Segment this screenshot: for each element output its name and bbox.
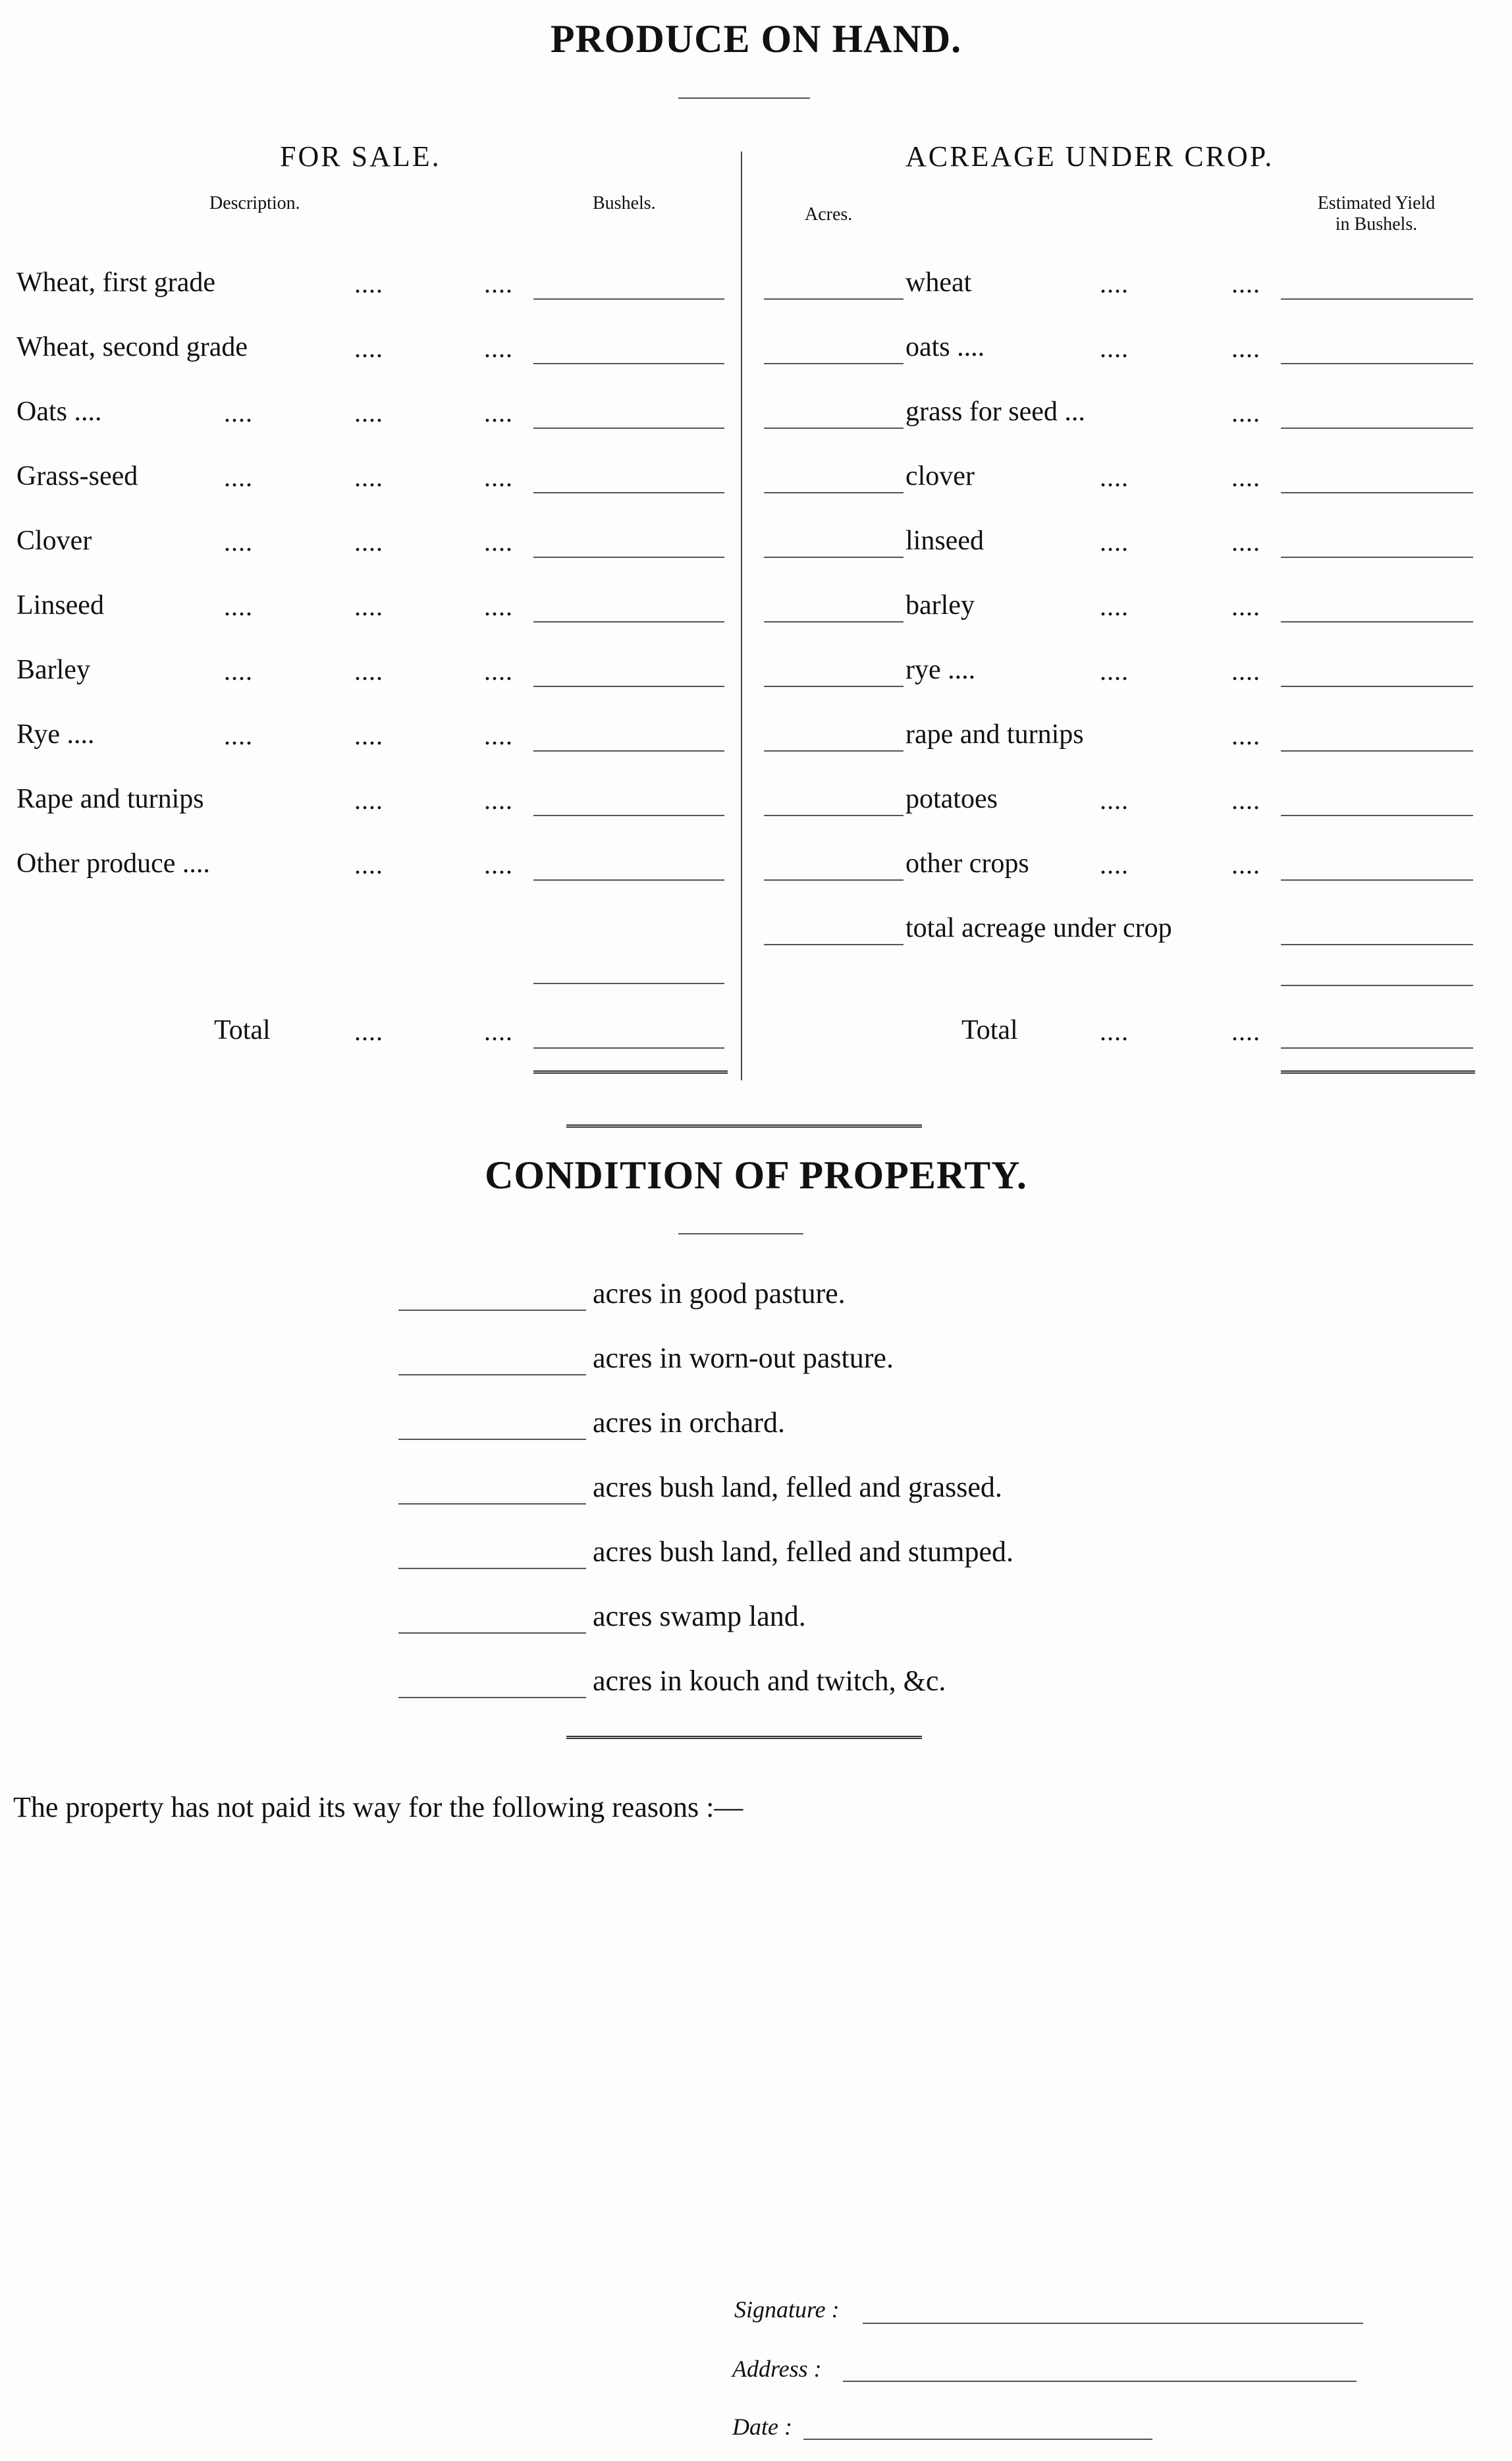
bushels-field[interactable]	[533, 428, 724, 429]
dots: ....	[354, 398, 383, 428]
dots: ....	[484, 269, 513, 298]
yield-field[interactable]	[1281, 944, 1473, 945]
for-sale-total-field[interactable]	[533, 1047, 724, 1049]
section-separator-2	[566, 1736, 922, 1739]
condition-item-label: acres swamp land.	[593, 1600, 806, 1632]
section-separator	[566, 1124, 922, 1128]
for-sale-item-label: Linseed	[16, 590, 104, 621]
acreage-item-label: grass for seed ...	[905, 397, 1085, 427]
dots: ....	[1231, 721, 1260, 750]
dots: ....	[354, 269, 383, 298]
condition-acres-field[interactable]	[398, 1503, 586, 1505]
dots: ....	[1100, 785, 1129, 815]
dots: ....	[354, 850, 383, 879]
dots: ....	[1231, 656, 1260, 686]
condition-item-label: acres bush land, felled and grassed.	[593, 1471, 1002, 1503]
acres-field[interactable]	[764, 815, 904, 816]
yield-field[interactable]	[1281, 298, 1473, 300]
address-label: Address :	[732, 2356, 822, 2382]
dots: ....	[484, 656, 513, 686]
dots: ....	[224, 721, 253, 750]
dots: ....	[354, 656, 383, 686]
acres-field[interactable]	[764, 879, 904, 881]
acres-field[interactable]	[764, 686, 904, 687]
acreage-total-field[interactable]	[1281, 1047, 1473, 1049]
for-sale-heading: FOR SALE.	[280, 140, 441, 173]
dots: ....	[1100, 333, 1129, 363]
bushels-field[interactable]	[533, 298, 724, 300]
reasons-area[interactable]	[13, 1838, 1462, 2233]
condition-item-label: acres in worn-out pasture.	[593, 1342, 894, 1374]
condition-item-label: acres in good pasture.	[593, 1277, 846, 1310]
acreage-total-double-rule	[1281, 1070, 1475, 1074]
dots: ....	[484, 721, 513, 750]
dots: ....	[224, 462, 253, 492]
acres-field[interactable]	[764, 363, 904, 364]
description-col-header: Description.	[209, 193, 300, 213]
acres-field[interactable]	[764, 944, 904, 945]
acreage-item-label: potatoes	[905, 784, 998, 814]
dots: ....	[484, 1016, 513, 1046]
dots: ....	[484, 527, 513, 557]
dots: ....	[1231, 398, 1260, 428]
for-sale-item-label: Grass-seed	[16, 461, 138, 491]
acreage-item-label: total acreage under crop	[905, 913, 1172, 943]
yield-field[interactable]	[1281, 621, 1473, 622]
condition-item-label: acres in orchard.	[593, 1406, 785, 1439]
yield-field[interactable]	[1281, 428, 1473, 429]
dots: ....	[354, 721, 383, 750]
condition-acres-field[interactable]	[398, 1568, 586, 1569]
acres-field[interactable]	[764, 621, 904, 622]
bushels-field[interactable]	[533, 879, 724, 881]
acres-field[interactable]	[764, 750, 904, 752]
yield-col-header-line2: in Bushels.	[1335, 214, 1418, 235]
dots: ....	[354, 785, 383, 815]
acreage-heading: ACREAGE UNDER CROP.	[905, 140, 1274, 173]
yield-field[interactable]	[1281, 815, 1473, 816]
bushels-field[interactable]	[533, 363, 724, 364]
dots: ....	[354, 592, 383, 621]
dots: ....	[354, 333, 383, 363]
dots: ....	[484, 850, 513, 879]
dots: ....	[1231, 269, 1260, 298]
acreage-item-label: rye ....	[905, 655, 976, 685]
acres-col-header: Acres.	[805, 204, 853, 225]
dots: ....	[224, 656, 253, 686]
for-sale-item-label: Barley	[16, 655, 90, 685]
dots: ....	[484, 785, 513, 815]
bushels-field[interactable]	[533, 686, 724, 687]
yield-field[interactable]	[1281, 750, 1473, 752]
dots: ....	[484, 592, 513, 621]
condition-acres-field[interactable]	[398, 1310, 586, 1311]
acreage-item-label: wheat	[905, 267, 972, 298]
dots: ....	[484, 398, 513, 428]
dots: ....	[1231, 462, 1260, 492]
condition-item-label: acres in kouch and twitch, &c.	[593, 1665, 946, 1697]
for-sale-total-double-rule	[533, 1070, 728, 1074]
acreage-item-label: other crops	[905, 848, 1029, 879]
dots: ....	[484, 462, 513, 492]
title-underline	[678, 97, 810, 99]
dots: ....	[1100, 850, 1129, 879]
dots: ....	[1231, 333, 1260, 363]
yield-field[interactable]	[1281, 363, 1473, 364]
dots: ....	[1231, 592, 1260, 621]
dots: ....	[1100, 592, 1129, 621]
yield-col-header	[1278, 193, 1475, 235]
dots: ....	[1231, 850, 1260, 879]
yield-field[interactable]	[1281, 492, 1473, 493]
acreage-item-label: barley	[905, 590, 975, 621]
for-sale-total-label: Total	[214, 1015, 271, 1045]
for-sale-item-label: Other produce ....	[16, 848, 210, 879]
condition-item-label: acres bush land, felled and stumped.	[593, 1535, 1014, 1568]
address-field[interactable]	[843, 2381, 1357, 2382]
signature-field[interactable]	[863, 2323, 1363, 2324]
bushels-field[interactable]	[533, 621, 724, 622]
condition-acres-field[interactable]	[398, 1374, 586, 1375]
for-sale-item-label: Oats ....	[16, 397, 102, 427]
yield-col-header-line1: Estimated Yield	[1317, 193, 1436, 213]
condition-acres-field[interactable]	[398, 1697, 586, 1698]
acres-field[interactable]	[764, 428, 904, 429]
dots: ....	[224, 527, 253, 557]
bushels-field[interactable]	[533, 815, 724, 816]
yield-field[interactable]	[1281, 557, 1473, 558]
dots: ....	[354, 1016, 383, 1046]
bushels-field[interactable]	[533, 492, 724, 493]
dots: ....	[1231, 1016, 1260, 1046]
date-field[interactable]	[803, 2439, 1152, 2440]
reasons-statement: The property has not paid its way for the following reasons :—	[13, 1791, 743, 1823]
bushels-col-header: Bushels.	[593, 193, 656, 213]
acreage-total-label: Total	[961, 1015, 1018, 1045]
acres-field[interactable]	[764, 557, 904, 558]
page-title: PRODUCE ON HAND.	[550, 17, 962, 61]
acreage-subtotal-line[interactable]	[1281, 985, 1473, 986]
condition-acres-field[interactable]	[398, 1439, 586, 1440]
dots: ....	[224, 398, 253, 428]
dots: ....	[1100, 656, 1129, 686]
bushels-field[interactable]	[533, 750, 724, 752]
yield-field[interactable]	[1281, 686, 1473, 687]
for-sale-item-label: Wheat, first grade	[16, 267, 216, 298]
acreage-item-label: clover	[905, 461, 975, 491]
dots: ....	[1100, 462, 1129, 492]
column-divider	[741, 152, 742, 1080]
yield-field[interactable]	[1281, 879, 1473, 881]
acreage-item-label: rape and turnips	[905, 719, 1084, 750]
dots: ....	[1100, 527, 1129, 557]
signature-label: Signature :	[734, 2296, 840, 2323]
acres-field[interactable]	[764, 492, 904, 493]
for-sale-subtotal-line[interactable]	[533, 983, 724, 984]
dots: ....	[484, 333, 513, 363]
condition-title: CONDITION OF PROPERTY.	[485, 1153, 1027, 1197]
date-label: Date :	[732, 2414, 792, 2440]
dots: ....	[1231, 785, 1260, 815]
dots: ....	[224, 592, 253, 621]
for-sale-item-label: Clover	[16, 526, 92, 556]
bushels-field[interactable]	[533, 557, 724, 558]
acres-field[interactable]	[764, 298, 904, 300]
dots: ....	[354, 462, 383, 492]
dots: ....	[1100, 1016, 1129, 1046]
dots: ....	[354, 527, 383, 557]
for-sale-item-label: Rape and turnips	[16, 784, 204, 814]
dots: ....	[1100, 269, 1129, 298]
for-sale-item-label: Wheat, second grade	[16, 332, 248, 362]
condition-title-underline	[678, 1233, 803, 1234]
dots: ....	[1231, 527, 1260, 557]
acreage-item-label: linseed	[905, 526, 984, 556]
acreage-item-label: oats ....	[905, 332, 985, 362]
condition-acres-field[interactable]	[398, 1632, 586, 1634]
for-sale-item-label: Rye ....	[16, 719, 95, 750]
